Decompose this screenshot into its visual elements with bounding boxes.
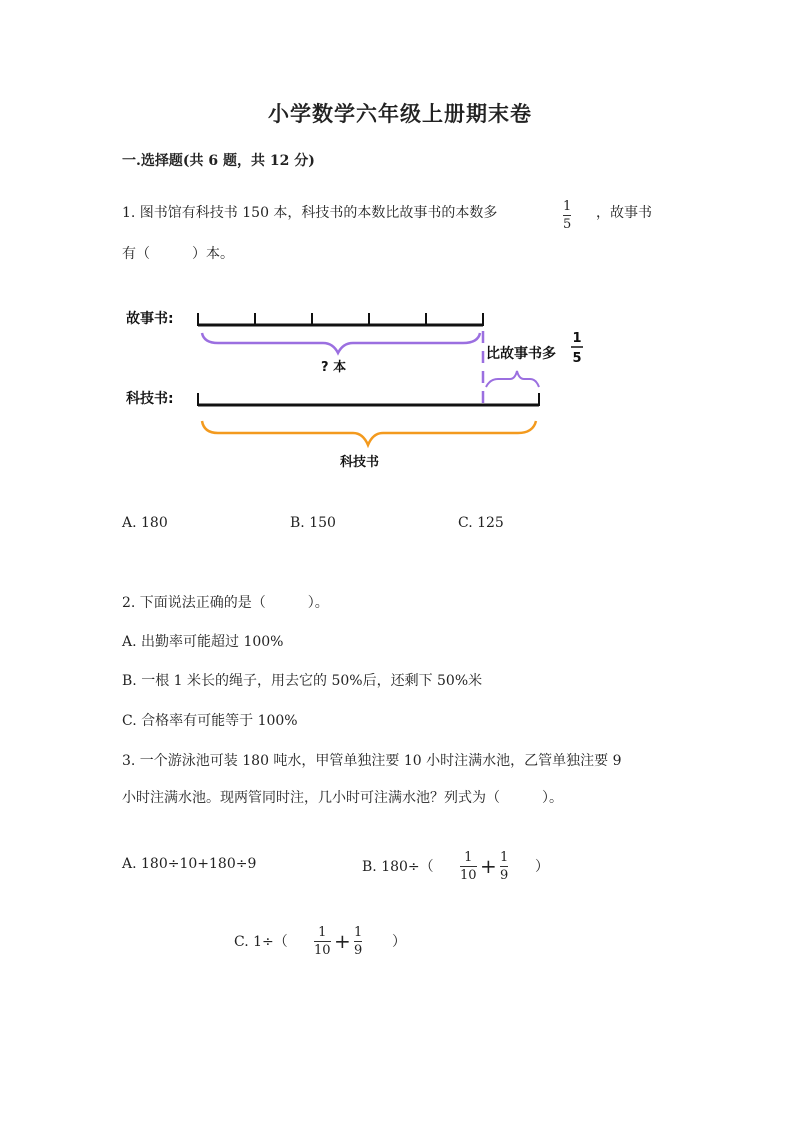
diagram-label-sci: 科技书: <box>126 391 174 407</box>
q1-fraction-numerator: 1 <box>563 199 572 214</box>
q3b-fraction-2-numerator: 1 <box>500 850 509 865</box>
q1-text-part1: 1. 图书馆有科技书 150 本，科技书的本数比故事书的本数多 <box>122 205 498 221</box>
q3b-fraction-1-bar <box>460 866 477 867</box>
q1-fraction-denominator: 5 <box>563 217 572 232</box>
q2-option-a: A. 出勤率可能超过 100% <box>122 634 284 650</box>
section-heading: 一.选择题(共 6 题，共 12 分) <box>122 153 315 169</box>
diagram-label-more: 比故事书多 <box>486 346 556 362</box>
q3c-fraction-2-numerator: 1 <box>354 925 363 940</box>
q3c-fraction-2-bar <box>354 941 362 942</box>
story-brace <box>202 333 480 353</box>
q3c-fraction-1-bar <box>314 941 331 942</box>
diagram-label-unknown: ? 本 <box>321 360 347 375</box>
q3c-fraction-1 <box>314 925 331 958</box>
q1-option-b: B. 150 <box>290 515 336 531</box>
q1-text-part3: 有（ ）本。 <box>122 246 234 262</box>
q1-text-part2: ，故事书 <box>596 205 652 221</box>
q3c-fraction-1-numerator: 1 <box>318 925 327 940</box>
q3-text-line1: 3. 一个游泳池可装 180 吨水，甲管单独注要 10 小时注满水池，乙管单独注要 9 <box>122 753 622 769</box>
q3b-fraction-1-numerator: 1 <box>464 850 473 865</box>
q3b-fraction-1 <box>460 850 477 883</box>
q3b-fraction-1-denominator: 10 <box>460 868 477 883</box>
q3c-fraction-2 <box>354 925 362 958</box>
q1-fraction <box>563 199 571 232</box>
q2-option-c: C. 合格率有可能等于 100% <box>122 713 298 729</box>
q3c-fraction-2-denominator: 9 <box>354 943 363 958</box>
q2-option-b: B. 一根 1 米长的绳子，用去它的 50%后，还剩下 50%米 <box>122 673 483 689</box>
more-fraction-denominator: 5 <box>572 351 582 366</box>
q1-option-a: A. 180 <box>122 515 168 531</box>
q3-text-line2: 小时注满水池。现两管同时注，几小时可注满水池？列式为（ ）。 <box>122 790 563 806</box>
q3b-fraction-2 <box>500 850 508 883</box>
q3-option-c-prefix: C. 1÷（ <box>234 934 288 950</box>
q1-fraction-bar <box>563 215 571 216</box>
extra-brace <box>486 371 539 387</box>
sci-brace <box>202 421 536 445</box>
diagram-label-story: 故事书: <box>126 311 174 327</box>
q3c-fraction-1-denominator: 10 <box>314 943 331 958</box>
q3b-plus: + <box>480 854 497 878</box>
q3c-plus: + <box>334 929 351 953</box>
q3-option-c-close: ） <box>392 934 406 950</box>
diagram-label-bottom: 科技书 <box>340 455 380 470</box>
q2-text: 2. 下面说法正确的是（ ）。 <box>122 595 329 611</box>
q3b-fraction-2-bar <box>500 866 508 867</box>
q3-option-b-close: ） <box>535 859 549 875</box>
more-fraction-numerator: 1 <box>572 331 582 346</box>
q3-option-a: A. 180÷10+180÷9 <box>122 856 257 872</box>
q1-bar-diagram <box>118 295 598 480</box>
q3b-fraction-2-denominator: 9 <box>500 868 509 883</box>
page-title: 小学数学六年级上册期末卷 <box>268 101 532 126</box>
q3-option-b-prefix: B. 180÷（ <box>362 859 434 875</box>
q1-option-c: C. 125 <box>458 515 504 531</box>
